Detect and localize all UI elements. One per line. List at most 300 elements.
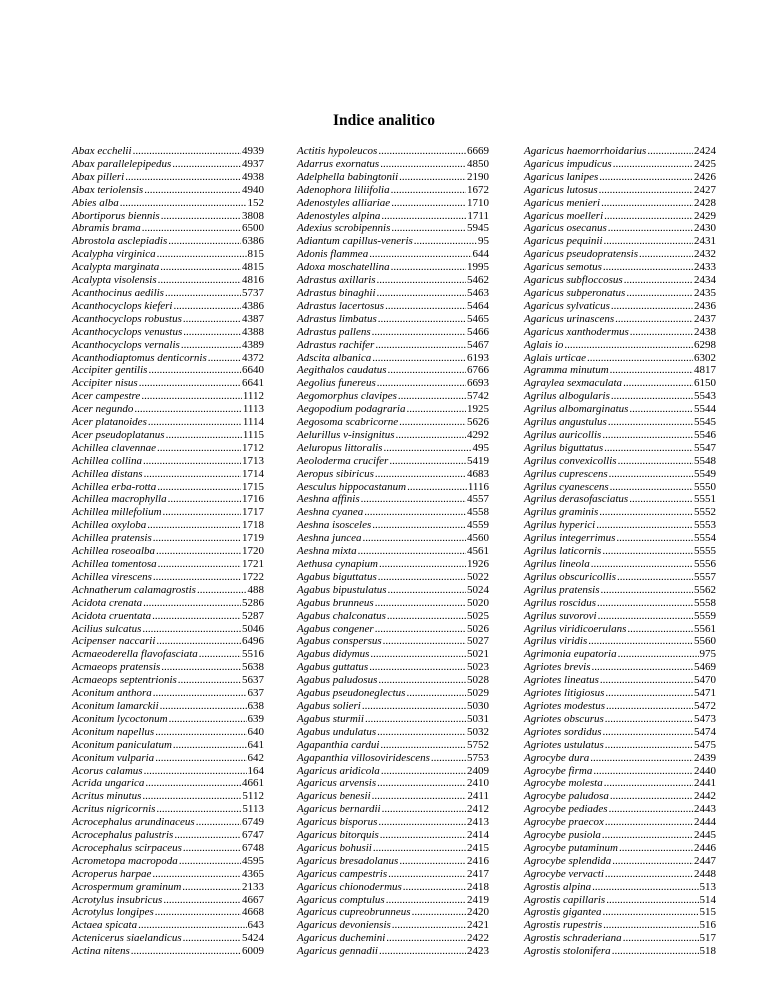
entry-name: Agrocybe pediades [524, 803, 608, 816]
entry-page-number: 164 [247, 764, 264, 777]
entry-name: Acanthocinus aedilis [72, 286, 164, 299]
dot-leader [364, 506, 466, 519]
index-entry [524, 287, 716, 300]
index-entry [524, 635, 716, 648]
dot-leader [608, 222, 693, 235]
dot-leader [627, 623, 693, 636]
entry-name: Agriotes sordidus [524, 725, 602, 738]
entry-name: Agaricus pseudopratensis [524, 248, 638, 261]
index-entry [297, 455, 489, 468]
dot-leader [606, 894, 698, 907]
entry-name: Agraylea sexmaculata [524, 377, 623, 390]
entry-page-number: 4595 [242, 854, 264, 867]
index-entry [72, 558, 264, 571]
dot-leader [399, 855, 466, 868]
entry-name: Abax ecchelii [72, 145, 132, 157]
entry-name: Aconitum napellus [72, 725, 155, 738]
dot-leader [160, 261, 241, 274]
entry-page-number: 1112 [242, 390, 264, 403]
entry-page-number: 5023 [467, 661, 489, 674]
entry-page-number: 5419 [467, 454, 489, 467]
index-entry [524, 752, 716, 765]
entry-page-number: 6749 [242, 816, 264, 829]
entry-page-number: 5286 [242, 596, 264, 609]
index-entry [524, 429, 716, 442]
index-entry [72, 674, 264, 687]
entry-name: Adrastus binaghii [297, 286, 376, 299]
dot-leader [604, 442, 693, 455]
dot-leader [381, 765, 466, 778]
index-entry [524, 597, 716, 610]
entry-page-number: 1718 [242, 519, 264, 532]
dot-leader [182, 881, 241, 894]
entry-page-number: 5466 [467, 325, 489, 338]
dot-leader [616, 532, 693, 545]
dot-leader [414, 235, 477, 248]
entry-name: Acalypha virginica [72, 248, 156, 261]
entry-name: Adrastus limbatus [297, 312, 377, 325]
entry-page-number: 5548 [694, 454, 716, 467]
index-entry [524, 519, 716, 532]
dot-leader [395, 429, 466, 442]
entry-page-number: 5561 [694, 622, 716, 635]
dot-leader [602, 545, 693, 558]
entry-name: Agrocybe vervacti [524, 867, 604, 880]
index-entry [297, 597, 489, 610]
entry-name: Agaricus bresadolanus [297, 854, 399, 867]
dot-leader [181, 339, 241, 352]
entry-name: Achillea oxyloba [72, 519, 147, 532]
entry-page-number: 2420 [467, 906, 489, 919]
index-entry [297, 287, 489, 300]
entry-name: Acanthocyclops kieferi [72, 299, 173, 312]
dot-leader [624, 274, 693, 287]
dot-leader [131, 945, 241, 958]
dot-leader [379, 945, 466, 958]
dot-leader [125, 171, 241, 184]
dot-leader [391, 184, 466, 197]
entry-page-number: 2436 [694, 299, 716, 312]
entry-page-number: 4850 [467, 157, 489, 170]
entry-name: Acer campestre [72, 390, 141, 403]
entry-page-number: 4387 [242, 312, 264, 325]
entry-name: Agriotes ustulatus [524, 738, 604, 751]
dot-leader [606, 700, 693, 713]
entry-name: Agaricus subfloccosus [524, 274, 623, 287]
entry-page-number: 2423 [467, 945, 489, 958]
entry-name: Adarrus exornatus [297, 157, 380, 170]
dot-leader [375, 468, 466, 481]
entry-page-number: 152 [247, 196, 264, 209]
dot-leader [379, 558, 466, 571]
entry-page-number: 5029 [467, 687, 489, 700]
entry-name: Acalypta marginata [72, 261, 160, 274]
index-entry [72, 390, 264, 403]
entry-page-number: 4365 [242, 867, 264, 880]
index-entry [72, 364, 264, 377]
entry-name: Agabus sturmii [297, 712, 364, 725]
entry-name: Agaricus lanipes [524, 170, 599, 183]
dot-leader [155, 726, 246, 739]
entry-page-number: 5558 [694, 596, 716, 609]
entry-page-number: 5543 [694, 390, 716, 403]
dot-leader [618, 455, 693, 468]
dot-leader [372, 519, 466, 532]
entry-name: Agramma minutum [524, 364, 609, 377]
index-entry [72, 197, 264, 210]
dot-leader [369, 661, 466, 674]
page-title: Indice analitico [332, 112, 436, 129]
dot-leader [611, 300, 693, 313]
entry-page-number: 6669 [467, 145, 489, 157]
index-entry [72, 868, 264, 881]
dot-leader [388, 364, 466, 377]
dot-leader [144, 468, 241, 481]
entry-name: Acritus nigricornis [72, 803, 156, 816]
entry-name: Achillea clavennae [72, 441, 156, 454]
entry-name: Agrilus angustulus [524, 416, 607, 429]
index-entry [72, 416, 264, 429]
dot-leader [147, 519, 241, 532]
dot-leader [403, 881, 466, 894]
index-entry [72, 803, 264, 816]
entry-name: Adenostyles alliariae [297, 196, 391, 209]
index-column-2 [297, 145, 489, 958]
index-entry [72, 919, 264, 932]
index-entry [72, 377, 264, 390]
entry-page-number: 5462 [467, 274, 489, 287]
entry-page-number: 2413 [467, 816, 489, 829]
dot-leader [378, 313, 466, 326]
dot-leader [386, 932, 466, 945]
dot-leader [619, 842, 693, 855]
dot-leader [152, 868, 241, 881]
index-entry [72, 894, 264, 907]
index-entry [524, 300, 716, 313]
entry-name: Agapanthia villosoviridescens [297, 751, 430, 764]
dot-leader [406, 687, 466, 700]
index-entry [72, 842, 264, 855]
entry-page-number: 6193 [467, 351, 489, 364]
dot-leader [361, 493, 466, 506]
entry-name: Agrocybe paludosa [524, 790, 609, 803]
entry-name: Achillea erba-rotta [72, 480, 157, 493]
entry-name: Agrilus lineola [524, 558, 590, 570]
entry-page-number: 5638 [242, 661, 264, 674]
index-entry [72, 145, 264, 158]
dot-leader [602, 429, 693, 442]
dot-leader [155, 906, 241, 919]
index-entry [72, 313, 264, 326]
index-entry [524, 906, 716, 919]
entry-name: Adoxa moschatellina [297, 261, 390, 274]
entry-page-number: 643 [247, 919, 264, 932]
index-entry [72, 855, 264, 868]
index-entry [524, 248, 716, 261]
entry-name: Aconitum lamarckii [72, 699, 159, 712]
entry-page-number: 5557 [694, 570, 716, 583]
dot-leader [388, 868, 466, 881]
entry-page-number: 1713 [242, 454, 264, 467]
dot-leader [183, 842, 241, 855]
entry-page-number: 641 [247, 738, 264, 751]
index-entry [72, 739, 264, 752]
entry-name: Accipiter nisus [72, 377, 138, 390]
entry-name: Agriotes modestus [524, 699, 605, 712]
index-entry [297, 197, 489, 210]
entry-page-number: 2410 [467, 777, 489, 790]
index-entry [72, 945, 264, 958]
entry-name: Acrotylus longipes [72, 906, 154, 919]
index-entry [524, 648, 716, 661]
entry-name: Agaricus subperonatus [524, 286, 626, 299]
dot-leader [178, 674, 241, 687]
entry-page-number: 638 [247, 699, 264, 712]
dot-leader [399, 416, 466, 429]
index-entry [297, 261, 489, 274]
index-entry [72, 752, 264, 765]
index-entry [524, 661, 716, 674]
entry-page-number: 1116 [467, 480, 489, 493]
dot-leader [603, 726, 693, 739]
entry-name: Agaricus arvensis [297, 777, 377, 790]
entry-name: Acidota cruentata [72, 609, 152, 622]
index-entry [524, 945, 716, 958]
entry-page-number: 5021 [467, 648, 489, 661]
entry-name: Abax teriolensis [72, 183, 144, 196]
entry-name: Agaricus devoniensis [297, 919, 391, 932]
index-entry [524, 829, 716, 842]
entry-page-number: 6009 [242, 945, 264, 958]
dot-leader [183, 313, 241, 326]
entry-name: Agabus conspersus [297, 635, 382, 648]
entry-name: Acrometopa macropoda [72, 854, 178, 867]
index-entry [524, 803, 716, 816]
entry-name: Agrocybe dura [524, 751, 590, 764]
dot-leader [605, 687, 693, 700]
dot-leader [601, 197, 693, 210]
entry-name: Aethusa cynapium [297, 558, 378, 570]
index-entry [297, 777, 489, 790]
entry-page-number: 2433 [694, 261, 716, 274]
dot-leader [160, 700, 247, 713]
dot-leader [629, 493, 693, 506]
index-entry [524, 868, 716, 881]
dot-leader [375, 597, 466, 610]
dot-leader [157, 481, 241, 494]
entry-name: Agrostis rupestris [524, 919, 603, 932]
entry-page-number: 815 [247, 248, 264, 261]
entry-page-number: 2440 [694, 764, 716, 777]
entry-name: Agrilus cuprescens [524, 467, 608, 480]
entry-name: Agaricus bernardii [297, 803, 381, 816]
entry-name: Agrocybe molesta [524, 777, 603, 790]
entry-page-number: 5945 [467, 222, 489, 235]
index-entry [72, 339, 264, 352]
entry-name: Acrocephalus arundinaceus [72, 816, 195, 829]
entry-name: Agrilus graminis [524, 506, 599, 519]
dot-leader [604, 235, 693, 248]
index-entry [297, 519, 489, 532]
entry-page-number: 2443 [694, 803, 716, 816]
entry-page-number: 5028 [467, 674, 489, 687]
index-entry [297, 906, 489, 919]
entry-page-number: 513 [699, 880, 716, 893]
index-entry [297, 184, 489, 197]
dot-leader [375, 339, 466, 352]
index-entry [524, 545, 716, 558]
index-entry [524, 326, 716, 339]
entry-page-number: 5737 [242, 286, 264, 299]
entry-page-number: 4292 [467, 428, 489, 441]
index-entry [297, 765, 489, 778]
entry-page-number: 2430 [694, 222, 716, 235]
entry-name: Agabus pseudoneglectus [297, 687, 406, 700]
index-entry [297, 326, 489, 339]
dot-leader [623, 377, 693, 390]
index-entry [297, 713, 489, 726]
dot-leader [372, 326, 466, 339]
entry-page-number: 4372 [242, 351, 264, 364]
entry-name: Achillea distans [72, 467, 143, 480]
entry-page-number: 516 [699, 919, 716, 932]
index-entry [297, 377, 489, 390]
entry-name: Agrostis schraderiana [524, 932, 622, 945]
index-entry [297, 945, 489, 958]
entry-name: Aegolius funereus [297, 377, 376, 390]
entry-page-number: 4940 [242, 183, 264, 196]
entry-page-number: 5470 [694, 674, 716, 687]
dot-leader [169, 713, 247, 726]
dot-leader [647, 145, 693, 158]
entry-page-number: 975 [699, 648, 716, 661]
dot-leader [613, 158, 693, 171]
dot-leader [161, 210, 241, 223]
dot-leader [183, 932, 241, 945]
entry-page-number: 5559 [694, 609, 716, 622]
index-entry [72, 300, 264, 313]
dot-leader [157, 442, 241, 455]
entry-name: Acorus calamus [72, 764, 143, 777]
dot-leader [145, 777, 241, 790]
index-entry [297, 313, 489, 326]
index-entry [524, 455, 716, 468]
entry-page-number: 640 [247, 725, 264, 738]
entry-page-number: 2441 [694, 777, 716, 790]
dot-leader [168, 235, 241, 248]
entry-name: Aegomorphus clavipes [297, 390, 397, 403]
index-entry [524, 610, 716, 623]
entry-name: Acanthocyclops venustus [72, 325, 183, 338]
entry-name: Acmaeops septentrionis [72, 674, 177, 687]
entry-page-number: 5020 [467, 596, 489, 609]
entry-name: Agaricus sylvaticus [524, 299, 610, 312]
index-entry [524, 790, 716, 803]
index-entry [524, 364, 716, 377]
entry-name: Acrotylus insubricus [72, 893, 163, 906]
entry-page-number: 2446 [694, 841, 716, 854]
index-entry [524, 184, 716, 197]
entry-page-number: 2421 [467, 919, 489, 932]
entry-name: Agrilus albomarginatus [524, 403, 629, 416]
dot-leader [609, 468, 693, 481]
dot-leader [174, 829, 241, 842]
entry-page-number: 2412 [467, 803, 489, 816]
entry-name: Agrilus hyperici [524, 519, 596, 532]
entry-name: Actaea spicata [72, 919, 138, 932]
entry-page-number: 5753 [467, 751, 489, 764]
entry-name: Adrastus pallens [297, 325, 371, 338]
dot-leader [596, 519, 693, 532]
entry-name: Agabus guttatus [297, 661, 369, 674]
entry-page-number: 5046 [242, 622, 264, 635]
dot-leader [163, 894, 241, 907]
entry-name: Aeshna cyanea [297, 506, 364, 519]
dot-leader [383, 635, 466, 648]
entry-page-number: 518 [699, 945, 716, 958]
entry-name: Agaricus moelleri [524, 209, 604, 222]
dot-leader [407, 481, 467, 494]
index-entry [524, 158, 716, 171]
dot-leader [603, 919, 698, 932]
index-entry [297, 919, 489, 932]
index-column-1 [72, 145, 264, 958]
index-entry [524, 210, 716, 223]
entry-name: Acalypta visolensis [72, 274, 157, 287]
index-entry [297, 145, 489, 158]
dot-leader [378, 674, 466, 687]
index-entry [524, 416, 716, 429]
entry-page-number: 2416 [467, 854, 489, 867]
entry-name: Agrocybe praecox [524, 816, 604, 829]
index-entry [297, 648, 489, 661]
dot-leader [133, 145, 241, 158]
index-entry [524, 558, 716, 571]
entry-name: Agrostis gigantea [524, 906, 602, 919]
entry-name: Agrilus obscuricollis [524, 570, 616, 583]
entry-name: Achillea collina [72, 454, 142, 467]
index-entry [72, 519, 264, 532]
index-entry [72, 829, 264, 842]
entry-page-number: 2431 [694, 235, 716, 248]
entry-page-number: 642 [247, 751, 264, 764]
dot-leader [392, 919, 466, 932]
entry-name: Agriotes litigiosus [524, 687, 605, 700]
entry-page-number: 2427 [694, 183, 716, 196]
dot-leader [172, 158, 241, 171]
entry-page-number: 488 [247, 583, 264, 596]
entry-name: Agrilus auricollis [524, 428, 602, 441]
index-entry [72, 235, 264, 248]
index-entry [524, 765, 716, 778]
entry-page-number: 2429 [694, 209, 716, 222]
dot-leader [380, 829, 466, 842]
entry-name: Agabus bipustulatus [297, 583, 387, 596]
index-entry [524, 313, 716, 326]
index-entry [297, 506, 489, 519]
dot-leader [603, 906, 699, 919]
entry-page-number: 2415 [467, 841, 489, 854]
dot-leader [158, 558, 241, 571]
entry-page-number: 5474 [694, 725, 716, 738]
entry-name: Agrilus laticornis [524, 545, 602, 558]
index-entry [524, 274, 716, 287]
entry-page-number: 4661 [242, 777, 264, 790]
entry-name: Abax pilleri [72, 170, 125, 183]
entry-name: Adiantum capillus-veneris [297, 235, 413, 248]
entry-page-number: 2432 [694, 248, 716, 261]
index-entry [72, 777, 264, 790]
